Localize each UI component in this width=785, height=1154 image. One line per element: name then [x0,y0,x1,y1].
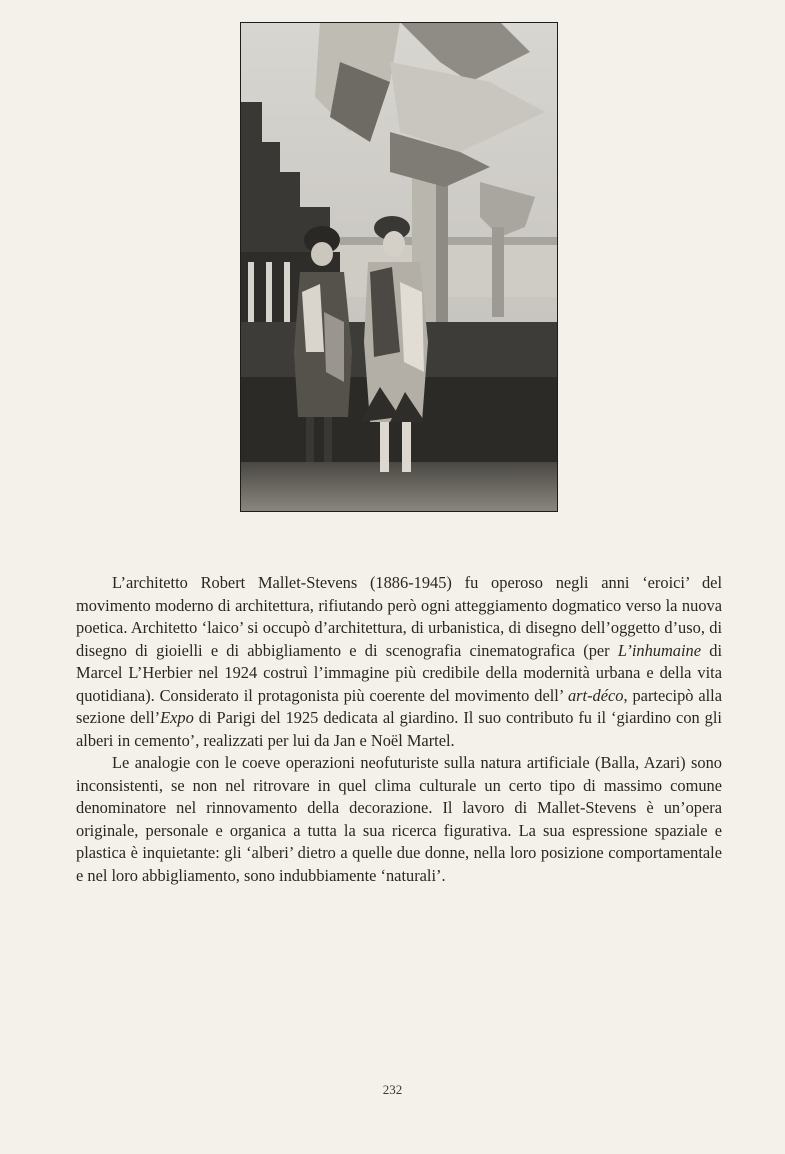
photograph-icon [240,22,558,512]
text-run: L’architetto Robert Mallet-Stevens (1886-1945) fu operoso negli anni ‘eroici’ del movimento moderno di architettura, rifiutando però ogni atteggiamento dogmatico verso la nuova poetica. Architetto ‘laico’ si occupò d’architettura, di urbanistica, di disegno dell’oggetto d’uso, di disegno di gioielli e di abbigliamento e di scenografia cinematografica (per [76,573,722,660]
text-run: di Parigi del 1925 dedicata al giardino. Il suo contributo fu il ‘giardino con gli alberi in cemento’, realizzati per lui da Jan e Noël Martel. [76,708,722,750]
text-run: Le analogie con le coeve operazioni neofuturiste sulla natura artificiale (Balla, Azari) sono inconsistenti, se non nel ritrovare in quel clima culturale un certo tipo di massimo comune denominatore nel rinnovamento della decorazione. Il lavoro di Mallet-Stevens è un’opera originale, personale e organica a tutta la sua ricerca figurativa. La sua espressione spaziale e plastica è inquietante: gli ‘alberi’ dietro a quelle due donne, nella loro posizione comportamentale e nel loro abbigliamento, sono indubbiamente ‘naturali’. [76,753,722,885]
body-text [76,572,722,887]
paragraph-1 [76,572,722,752]
text-run: di Marcel L’Herbier nel 1924 costruì l’immagine più credibile della modernità urbana e della vita quotidiana). Considerato il protagonista più coerente del movimento dell’ [76,640,722,705]
photograph [240,22,558,512]
film-title: L’inhumaine [617,640,702,660]
exhibition-name: Expo [160,708,194,727]
page-number: 232 [382,1082,403,1097]
style-name: art-déco [567,685,624,705]
paragraph-2 [76,752,722,887]
text-run: , partecipò alla sezione dell’ [76,685,722,727]
